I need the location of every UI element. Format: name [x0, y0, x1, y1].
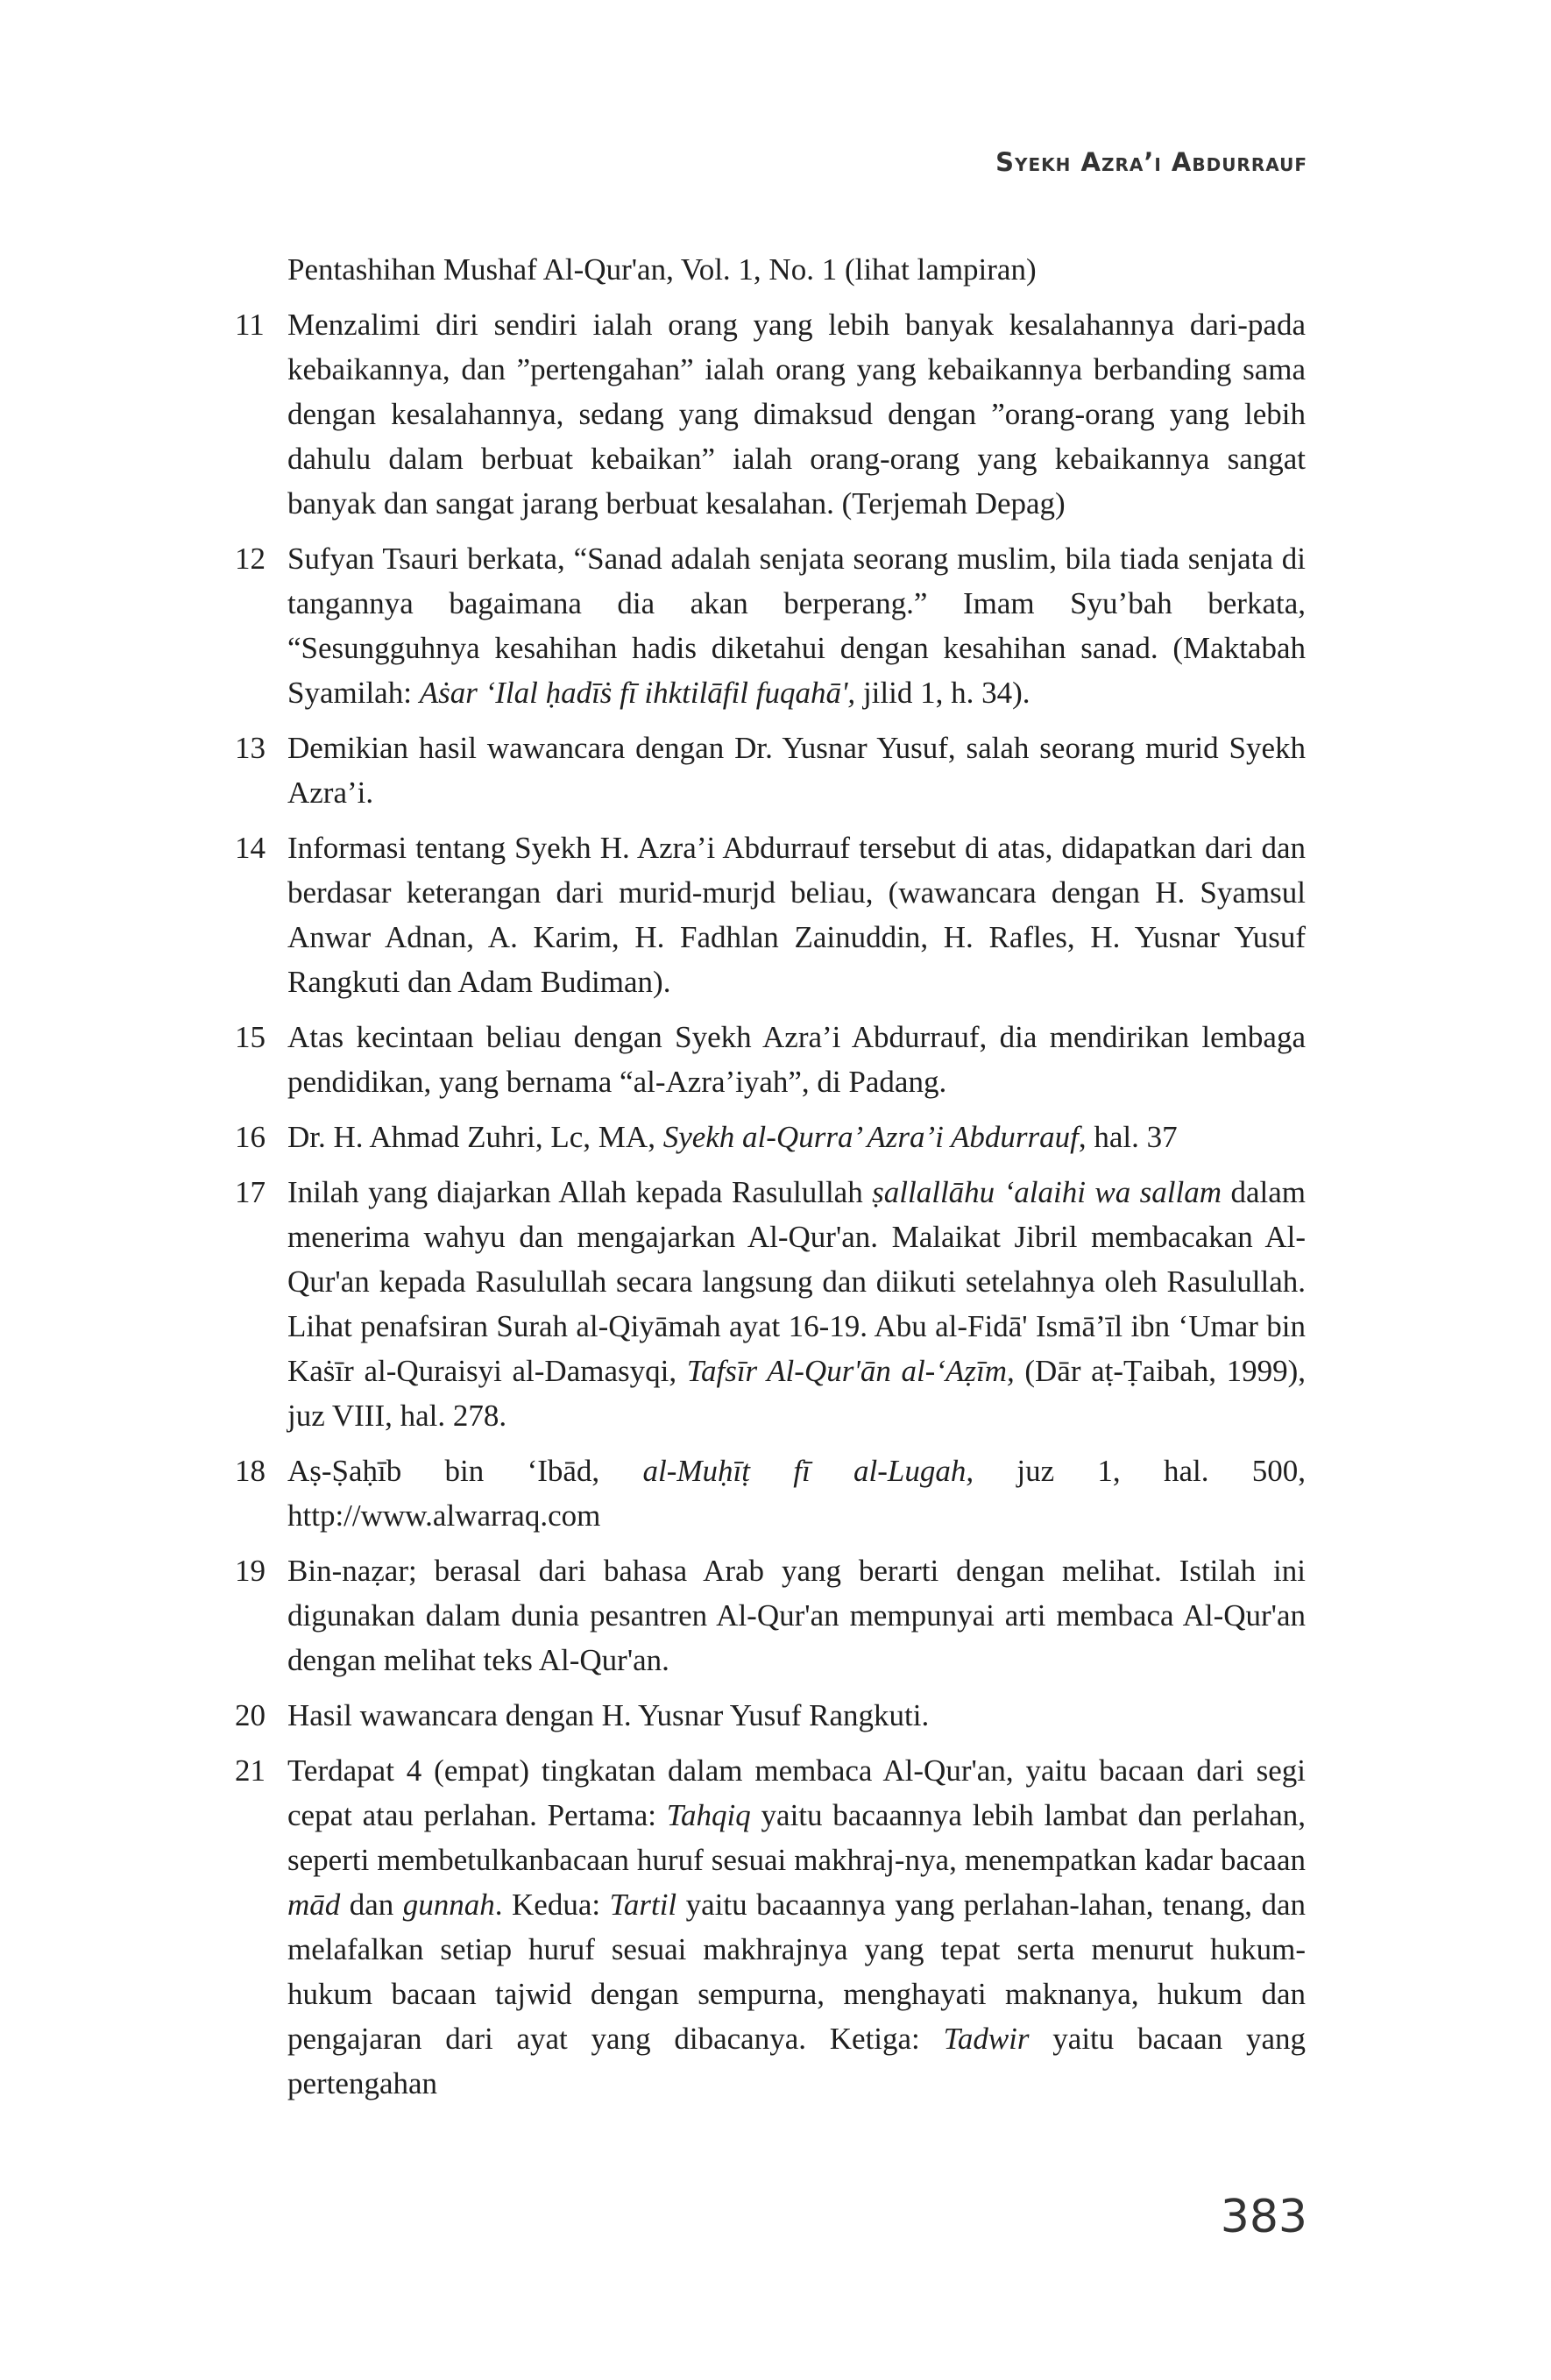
footnote-14 — [235, 825, 1306, 1004]
footnote-text: dalam menerima wahyu dan mengajarkan Al-Qur'an. Malaikat Jibril membacakan Al-Qur'an kepada Rasulullah secara langsung dan diikuti setelahnya oleh Rasulullah. Lihat penafsiran Surah al-Qiyāmah ayat 16-19. Abu al-Fidā' Ismā’īl ibn ‘Umar bin Kaṡīr al-Quraisyi al-Damasyqi, — [287, 1175, 1306, 1388]
footnote-italic: Tafsīr Al-Qur'ān al-‘Aẓīm, — [686, 1354, 1015, 1388]
footnote-italic: al-Muḥīṭ fī al-Lugah, — [642, 1454, 974, 1488]
footnote-number: 21 — [235, 1753, 266, 1788]
footnote-text: Informasi tentang Syekh H. Azra’i Abdurrauf tersebut di atas, didapatkan dari dan berdasar keterangan dari murid-murjd beliau, (wawancara dengan H. Syamsul Anwar Adnan, A. Karim, H. Fadhlan Zainuddin, H. Rafles, H. Yusnar Yusuf Rangkuti dan Adam Budiman). — [287, 831, 1306, 999]
footnotes — [235, 247, 1306, 2116]
footnote-11 — [235, 302, 1306, 526]
footnote-text: Demikian hasil wawancara dengan Dr. Yusnar Yusuf, salah seorang murid Syekh Azra’i. — [287, 731, 1306, 810]
footnote-text: Bin-naẓar; berasal dari bahasa Arab yang berarti dengan melihat. Istilah ini digunakan dalam dunia pesantren Al-Qur'an mempunyai arti membaca Al-Qur'an dengan melihat teks Al-Qur'an. — [287, 1554, 1306, 1677]
footnote-number: 19 — [235, 1554, 266, 1588]
footnote-text: yaitu bacaannya yang perlahan-lahan, tenang, dan melafalkan setiap huruf sesuai makhrajnya yang tepat serta menurut hukum-hukum bacaan tajwid dengan sempurna, menghayati maknanya, hukum dan pengajaran dari ayat yang dibacanya. Ketiga: — [287, 1888, 1306, 2056]
footnote-italic: mād — [287, 1888, 341, 1922]
footnote-number: 16 — [235, 1120, 266, 1154]
footnote-text: yaitu bacaan yang pertengahan — [287, 2022, 1307, 2100]
footnote-12 — [235, 536, 1306, 715]
footnote-italic: Tadwir — [943, 2022, 1030, 2056]
footnote-italic: gunnah — [402, 1888, 495, 1922]
footnote-number: 13 — [235, 731, 266, 765]
footnote-number: 17 — [235, 1175, 266, 1209]
footnote-text: Sufyan Tsauri berkata, “Sanad adalah senjata seorang muslim, bila tiada senjata di tangannya bagaimana dia akan berperang.” Imam Syu’bah berkata, “Sesungguhnya kesahihan hadis diketahui dengan kesahihan sanad. (Maktabah Syamilah: — [287, 542, 1306, 710]
footnote-number: 20 — [235, 1698, 266, 1732]
footnote-italic: ṣallallāhu ‘alaihi wa sallam — [872, 1175, 1222, 1209]
footnote-text: Inilah yang diajarkan Allah kepada Rasulullah — [287, 1175, 873, 1209]
footnote-number: 18 — [235, 1454, 266, 1488]
page-number: 383 — [1220, 2191, 1307, 2243]
footnote-text: Menzalimi diri sendiri ialah orang yang lebih banyak kesalahannya dari-pada kebaikannya, dan ”pertengahan” ialah orang yang kebaikannya berbanding sama dengan kesalahannya, sedang yang dimaksud dengan ”orang-orang yang lebih dahulu dalam berbuat kebaikan” ialah orang-orang yang kebaikannya sangat banyak dan sangat jarang berbuat kesalahan. (Terjemah Depag) — [287, 308, 1306, 521]
footnote-text: dan — [340, 1888, 403, 1922]
footnote-text: Dr. H. Ahmad Zuhri, Lc, MA, — [287, 1120, 663, 1154]
footnote-continuation: Pentashihan Mushaf Al-Qur'an, Vol. 1, No. 1 (lihat lampiran) — [287, 252, 1037, 287]
footnote-18 — [235, 1449, 1306, 1538]
footnote-text: Terdapat 4 (empat) tingkatan dalam membaca Al-Qur'an, yaitu bacaan dari segi cepat atau perlahan. Pertama: — [287, 1753, 1306, 1832]
footnote-number: 11 — [235, 308, 265, 342]
footnote-21 — [235, 1748, 1306, 2106]
footnote-text: , hal. 37 — [1078, 1120, 1178, 1154]
footnote-italic: Aṡar ‘Ilal ḥadīṡ fī ihktilāfil fuqahā', — [419, 676, 856, 710]
footnote-15 — [235, 1015, 1306, 1104]
running-head: Syekh Azra’i Abdurrauf — [995, 147, 1307, 177]
footnote-13 — [235, 726, 1306, 815]
footnote-text: Atas kecintaan beliau dengan Syekh Azra’i Abdurrauf, dia mendirikan lembaga pendidikan, yang bernama “al-Azra’iyah”, di Padang. — [287, 1020, 1306, 1099]
footnote-number: 14 — [235, 831, 266, 865]
footnote-20 — [235, 1693, 1306, 1738]
footnote-16 — [235, 1115, 1306, 1159]
footnote-number: 15 — [235, 1020, 266, 1054]
footnote-text: yaitu bacaannya lebih lambat dan perlahan, seperti membetulkanbacaan huruf sesuai makhraj-nya, menempatkan kadar bacaan — [287, 1798, 1306, 1877]
footnote-text: Aṣ-Ṣaḥīb bin ‘Ibād, — [287, 1454, 643, 1488]
footnote-italic: Tartil — [609, 1888, 677, 1922]
footnote-17 — [235, 1170, 1306, 1438]
footnote-italic: Syekh al-Qurra’ Azra’i Abdurrauf — [662, 1120, 1079, 1154]
footnote-text: (Dār aṭ-Ṭaibah, 1999), juz VIII, hal. 278. — [287, 1354, 1306, 1433]
footnote-text: jilid 1, h. 34). — [855, 676, 1030, 710]
footnote-text: . Kedua: — [494, 1888, 610, 1922]
footnote-italic: Tahqiq — [666, 1798, 751, 1832]
footnote-number: 12 — [235, 542, 266, 576]
footnote-text: Hasil wawancara dengan H. Yusnar Yusuf Rangkuti. — [287, 1698, 930, 1732]
footnote-19 — [235, 1548, 1306, 1682]
footnote-text: juz 1, hal. 500, http://www.alwarraq.com — [287, 1454, 1306, 1533]
